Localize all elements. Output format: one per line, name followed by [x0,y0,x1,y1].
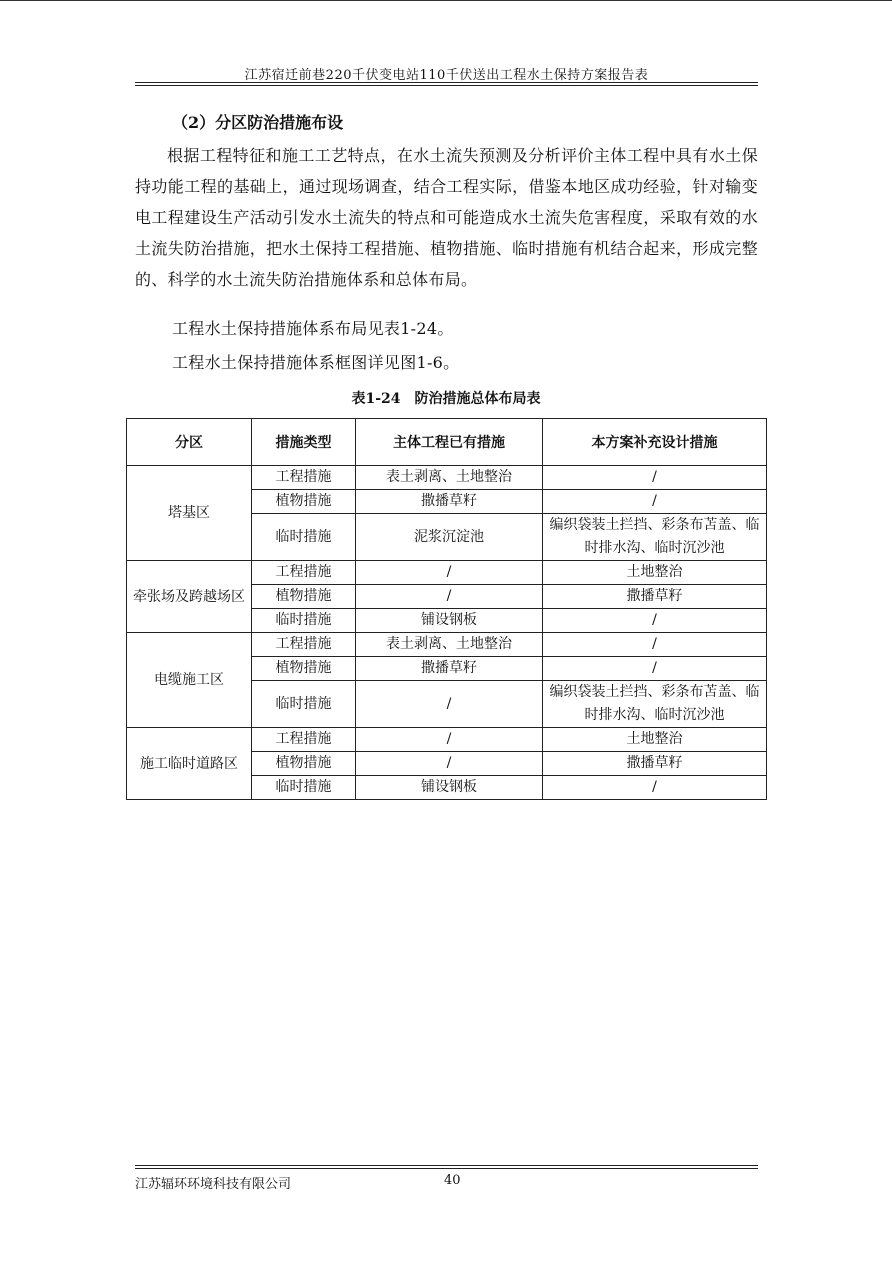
measure-type-cell: 临时措施 [252,514,356,561]
existing-measure-cell: / [356,728,543,752]
existing-measure-cell: / [356,585,543,609]
table-caption: 表1-24 防治措施总体布局表 [351,391,541,407]
zone-cell: 塔基区 [127,466,252,561]
existing-measure-cell: 表土剥离、土地整治 [356,466,543,490]
measure-type-cell: 临时措施 [252,609,356,633]
measure-type-cell: 工程措施 [252,466,356,490]
page-number: 40 [444,1173,461,1188]
supplement-measure-cell: / [543,609,767,633]
supplement-measure-cell: / [543,466,767,490]
existing-measure-cell: 铺设钢板 [356,609,543,633]
supplement-measure-cell: 编织袋装土拦挡、彩条布苫盖、临时排水沟、临时沉沙池 [543,514,767,561]
existing-measure-cell: / [356,681,543,728]
zone-cell: 施工临时道路区 [127,728,252,800]
existing-measure-cell: 泥浆沉淀池 [356,514,543,561]
existing-measure-cell: 表土剥离、土地整治 [356,633,543,657]
footer-company: 江苏辐环环境科技有限公司 [135,1177,292,1192]
table-row [127,728,767,752]
header-divider [135,82,758,86]
measure-type-cell: 工程措施 [252,633,356,657]
table-reference-note: 工程水土保持措施体系布局见表1-24。 [172,319,454,338]
supplement-measure-cell: / [543,490,767,514]
section-heading: （2）分区防治措施布设 [172,113,344,132]
header-measure-type: 措施类型 [252,419,356,466]
measure-type-cell: 临时措施 [252,776,356,800]
top-edge-rule [0,0,892,1]
supplement-measure-cell: 撒播草籽 [543,752,767,776]
existing-measure-cell: 撒播草籽 [356,657,543,681]
footer-divider [135,1165,758,1169]
supplement-measure-cell: 编织袋装土拦挡、彩条布苫盖、临时排水沟、临时沉沙池 [543,681,767,728]
measure-type-cell: 临时措施 [252,681,356,728]
existing-measure-cell: 铺设钢板 [356,776,543,800]
table-row [127,561,767,585]
supplement-measure-cell: 土地整治 [543,728,767,752]
figure-reference-note: 工程水土保持措施体系框图详见图1-6。 [172,353,460,372]
existing-measure-cell: / [356,561,543,585]
supplement-measure-cell: 撒播草籽 [543,585,767,609]
table-header-row [127,419,767,466]
supplement-measure-cell: 土地整治 [543,561,767,585]
measure-type-cell: 植物措施 [252,585,356,609]
table-row [127,466,767,490]
supplement-measure-cell: / [543,657,767,681]
running-header: 江苏宿迁前巷220千伏变电站110千伏送出工程水土保持方案报告表 [244,68,649,83]
header-existing-measures: 主体工程已有措施 [356,419,543,466]
existing-measure-cell: 撒播草籽 [356,490,543,514]
supplement-measure-cell: / [543,633,767,657]
existing-measure-cell: / [356,752,543,776]
measure-type-cell: 工程措施 [252,728,356,752]
measures-layout-table [126,418,767,800]
table-row [127,633,767,657]
zone-cell: 电缆施工区 [127,633,252,728]
supplement-measure-cell: / [543,776,767,800]
body-paragraph: 根据工程特征和施工工艺特点，在水土流失预测及分析评价主体工程中具有水土保持功能工程的基础上，通过现场调查，结合工程实际，借鉴本地区成功经验，针对输变电工程建设生产活动引发水土流失的特点和可能造成水土流失危害程度，采取有效的水土流失防治措施，把水土保持工程措施、植物措施、临时措施有机结合起来，形成完整的、科学的水土流失防治措施体系和总体布局。 [135,146,758,289]
header-supplementary-measures: 本方案补充设计措施 [543,419,767,466]
measure-type-cell: 植物措施 [252,657,356,681]
measure-type-cell: 植物措施 [252,490,356,514]
header-zone: 分区 [127,419,252,466]
measure-type-cell: 工程措施 [252,561,356,585]
measure-type-cell: 植物措施 [252,752,356,776]
zone-cell: 牵张场及跨越场区 [127,561,252,633]
